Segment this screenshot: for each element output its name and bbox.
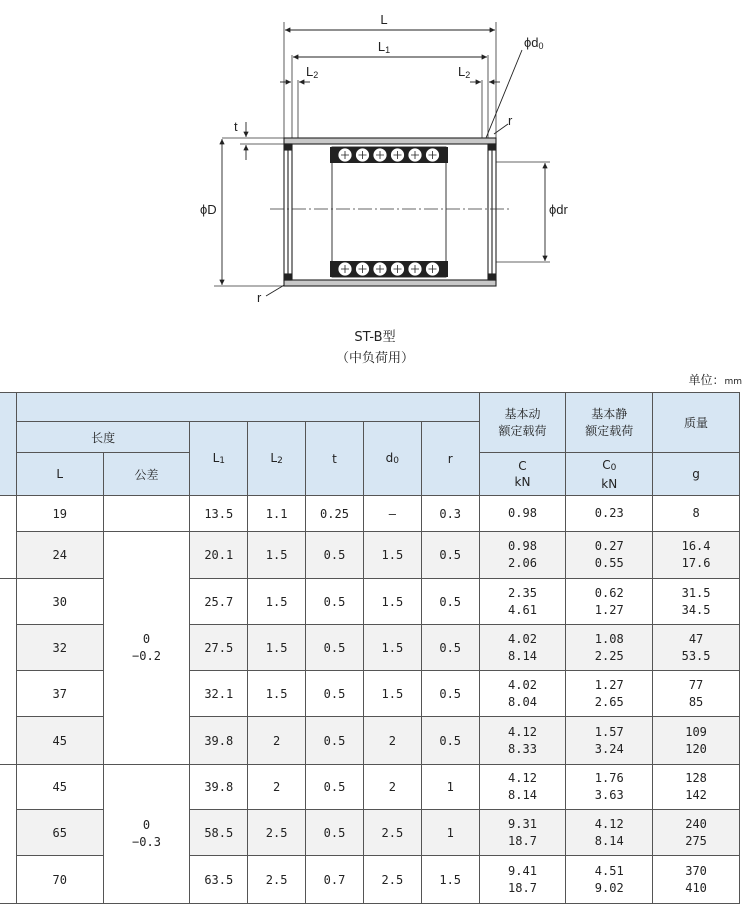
cell-d0: 2.5: [363, 810, 421, 856]
header-blank: [16, 393, 479, 422]
header-r: r: [421, 422, 479, 496]
cell-L: 24: [16, 532, 103, 579]
cell-C: 0.98: [479, 496, 566, 532]
table-row: [0, 496, 740, 532]
cell-t: 0.5: [306, 625, 364, 671]
header-tolerance: 公差: [103, 453, 190, 496]
model-subtitle: （中负荷用）: [335, 351, 414, 366]
cell-t: 0.7: [306, 856, 364, 904]
cell-d0: 1.5: [363, 625, 421, 671]
cell-L: 32: [16, 625, 103, 671]
cell-r: 0.5: [421, 532, 479, 579]
dim-label-L2-right: L2: [458, 64, 471, 80]
cell-C0: 0.62 1.27: [566, 579, 653, 625]
bearing-cross-section-drawing: [0, 0, 750, 320]
cell-L: 70: [16, 856, 103, 904]
cell-L: 37: [16, 671, 103, 717]
cell-C: 2.35 4.61: [479, 579, 566, 625]
cell-L2: 2: [248, 717, 306, 765]
cell-C0: 0.23: [566, 496, 653, 532]
cell-r: 1.5: [421, 856, 479, 904]
cell-mass: 240 275: [653, 810, 740, 856]
cell-tolerance: [103, 496, 190, 532]
dim-label-D: ϕD: [200, 202, 217, 217]
table-row: [0, 532, 740, 579]
cell-L: 19: [16, 496, 103, 532]
cell-L2: 2.5: [248, 810, 306, 856]
header-C: C kN: [479, 453, 566, 496]
cell-L2: 2: [248, 765, 306, 810]
cell-L1: 32.1: [190, 671, 248, 717]
cell-t: 0.5: [306, 717, 364, 765]
cell-mass: 128 142: [653, 765, 740, 810]
header-t: t: [306, 422, 364, 496]
cell-C0: 1.27 2.65: [566, 671, 653, 717]
dim-label-L2-left: L2: [306, 64, 319, 80]
cell-C: 4.02 8.14: [479, 625, 566, 671]
table-row: [0, 765, 740, 810]
cell-mass: 31.5 34.5: [653, 579, 740, 625]
cut-cell: [0, 765, 16, 904]
cell-L: 45: [16, 765, 103, 810]
cell-L1: 13.5: [190, 496, 248, 532]
model-caption: ST-B型: [354, 330, 396, 345]
cell-mass: 370 410: [653, 856, 740, 904]
cell-C0: 1.08 2.25: [566, 625, 653, 671]
cell-mass: 16.4 17.6: [653, 532, 740, 579]
cell-C: 4.12 8.14: [479, 765, 566, 810]
cell-d0: 1.5: [363, 579, 421, 625]
cell-r: 0.5: [421, 579, 479, 625]
header-length-group: 长度: [16, 422, 189, 453]
cell-t: 0.25: [306, 496, 364, 532]
dim-label-r-bottom: r: [257, 290, 262, 305]
cell-C0: 4.51 9.02: [566, 856, 653, 904]
dim-label-dr: ϕdr: [549, 202, 568, 217]
cell-C: 4.02 8.04: [479, 671, 566, 717]
spec-table: [0, 392, 740, 904]
header-L2: L2: [248, 422, 306, 496]
cell-d0: 1.5: [363, 532, 421, 579]
cut-cell: [0, 496, 16, 579]
dim-label-r-top: r: [508, 113, 513, 128]
cut-cell: [0, 579, 16, 765]
cell-mass: 8: [653, 496, 740, 532]
header-mass: 质量: [653, 393, 740, 453]
cell-L: 65: [16, 810, 103, 856]
cell-L1: 58.5: [190, 810, 248, 856]
cell-d0: 2: [363, 765, 421, 810]
cell-L1: 63.5: [190, 856, 248, 904]
cell-r: 0.3: [421, 496, 479, 532]
cell-t: 0.5: [306, 671, 364, 717]
cell-L1: 39.8: [190, 765, 248, 810]
cell-C0: 1.57 3.24: [566, 717, 653, 765]
cell-L2: 1.5: [248, 579, 306, 625]
cell-tolerance: 0 −0.2: [103, 532, 190, 765]
cell-r: 1: [421, 765, 479, 810]
cell-r: 1: [421, 810, 479, 856]
cell-d0: 1.5: [363, 671, 421, 717]
cell-t: 0.5: [306, 579, 364, 625]
spec-table-body: [0, 496, 740, 904]
header-L: L: [16, 453, 103, 496]
cell-d0: 2.5: [363, 856, 421, 904]
cell-L1: 39.8: [190, 717, 248, 765]
header-L1: L1: [190, 422, 248, 496]
cell-C: 0.98 2.06: [479, 532, 566, 579]
cell-C0: 1.76 3.63: [566, 765, 653, 810]
header-d0: d0: [363, 422, 421, 496]
cell-C: 9.41 18.7: [479, 856, 566, 904]
cell-C0: 0.27 0.55: [566, 532, 653, 579]
cell-r: 0.5: [421, 717, 479, 765]
dim-label-d0: ϕd0: [524, 35, 544, 51]
cell-mass: 109 120: [653, 717, 740, 765]
cell-mass: 77 85: [653, 671, 740, 717]
cell-L1: 25.7: [190, 579, 248, 625]
header-C0: C0 kN: [566, 453, 653, 496]
cell-L: 45: [16, 717, 103, 765]
cell-d0: —: [363, 496, 421, 532]
cell-L2: 1.5: [248, 625, 306, 671]
cell-L2: 2.5: [248, 856, 306, 904]
cell-C0: 4.12 8.14: [566, 810, 653, 856]
dim-label-L1: L1: [377, 39, 391, 55]
cell-r: 0.5: [421, 671, 479, 717]
header-static-load: 基本静 额定载荷: [566, 393, 653, 453]
dim-label-t: t: [234, 119, 238, 134]
cell-L: 30: [16, 579, 103, 625]
cell-L2: 1.1: [248, 496, 306, 532]
cell-L2: 1.5: [248, 532, 306, 579]
cell-t: 0.5: [306, 532, 364, 579]
cell-r: 0.5: [421, 625, 479, 671]
unit-value: mm: [724, 377, 742, 387]
cell-d0: 2: [363, 717, 421, 765]
cell-C: 9.31 18.7: [479, 810, 566, 856]
header-mass-unit: g: [653, 453, 740, 496]
cell-C: 4.12 8.33: [479, 717, 566, 765]
header-cut-cell: [0, 393, 16, 496]
cell-tolerance: 0 −0.3: [103, 765, 190, 904]
dim-label-L: L: [380, 12, 388, 27]
cell-t: 0.5: [306, 765, 364, 810]
cell-L2: 1.5: [248, 671, 306, 717]
header-dynamic-load: 基本动 额定载荷: [479, 393, 566, 453]
cell-L1: 20.1: [190, 532, 248, 579]
cell-mass: 47 53.5: [653, 625, 740, 671]
cell-L1: 27.5: [190, 625, 248, 671]
unit-label: 单位：mm: [688, 373, 742, 387]
cell-t: 0.5: [306, 810, 364, 856]
